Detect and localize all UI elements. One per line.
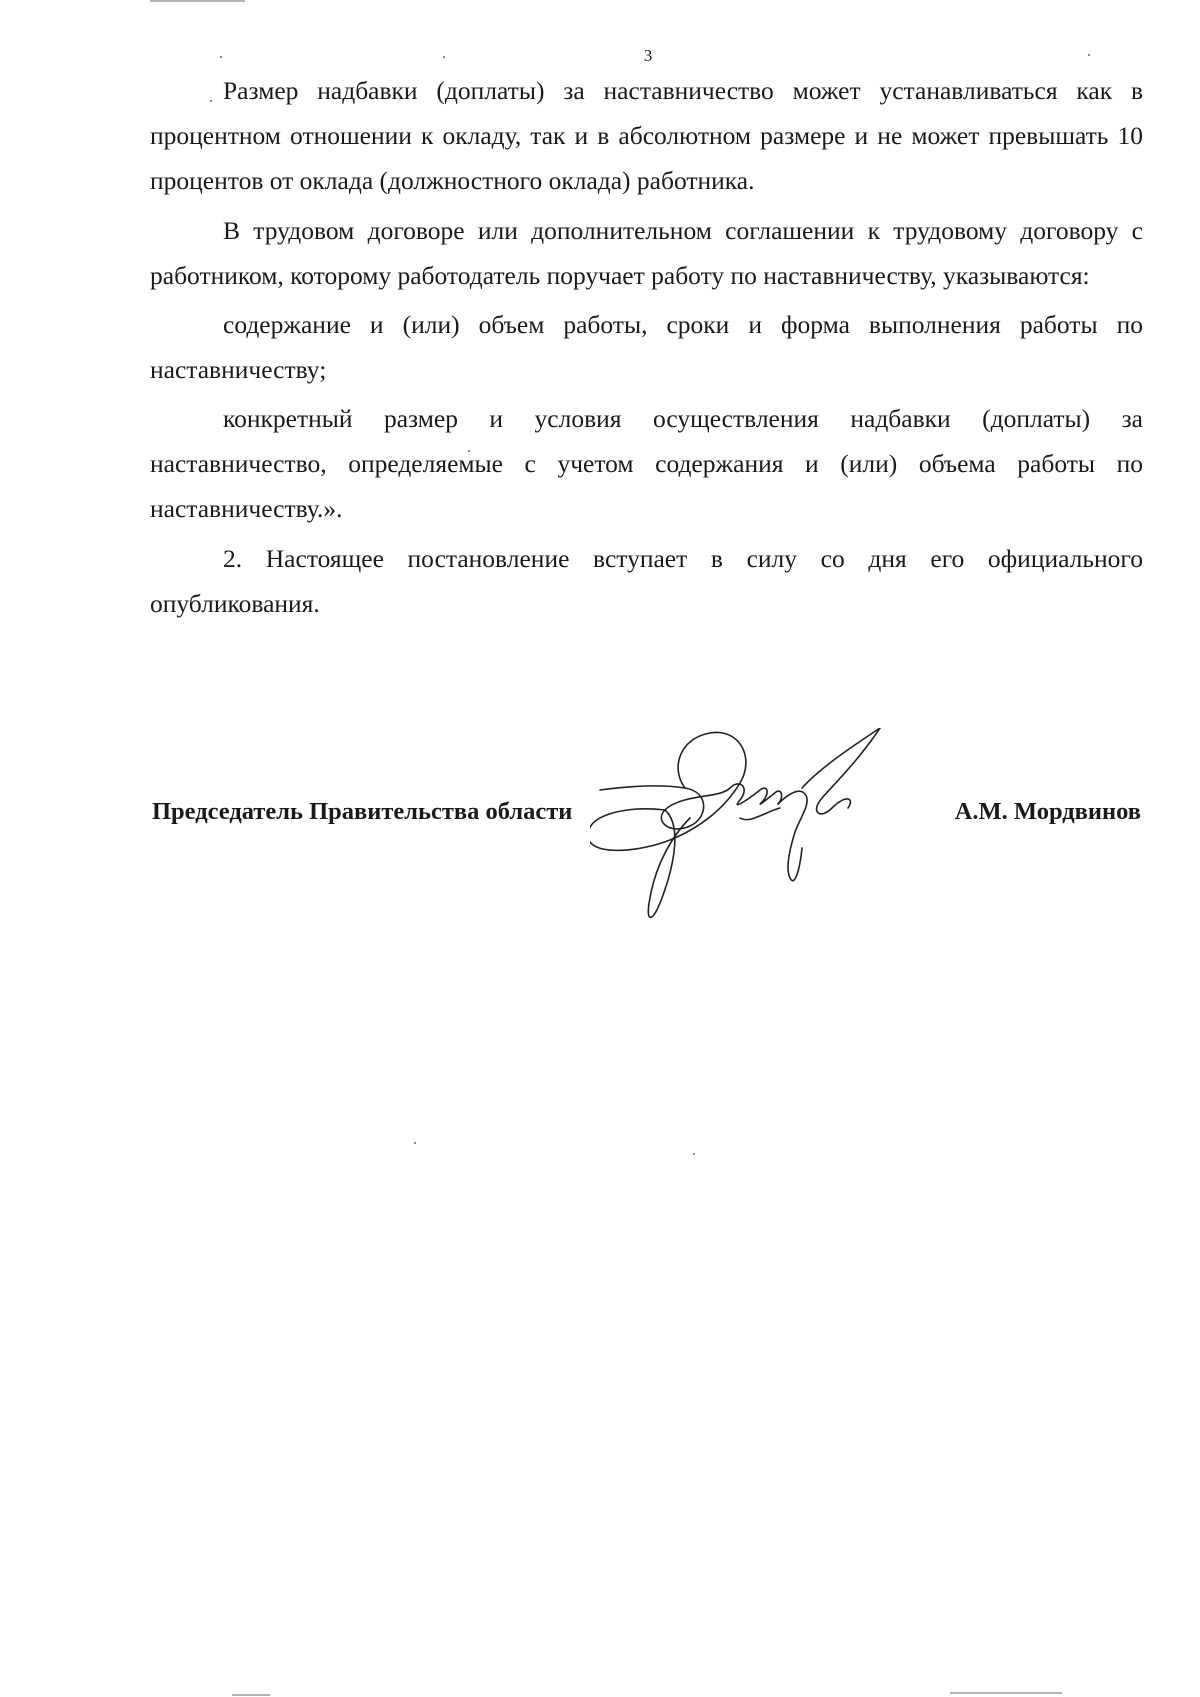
scan-artifact: [693, 1153, 695, 1155]
paragraph: В трудовом договоре или дополнительном соглашении к трудовому договору с работником, которому работодатель поручает работу по наставничеству, указываются:: [150, 216, 1143, 290]
signatory-title: Председатель Правительства области: [152, 798, 573, 825]
scan-artifact: [232, 1694, 270, 1696]
scan-artifact: [950, 1692, 1062, 1694]
paragraph: содержание и (или) объем работы, сроки и форма выполнения работы по наставничеству;: [150, 310, 1143, 384]
paragraph: 2. Настоящее постановление вступает в силу со дня его официального опубликования.: [150, 544, 1143, 618]
handwritten-signature: [590, 728, 950, 933]
scan-artifact: [150, 0, 245, 2]
paragraph: Размер надбавки (доплаты) за наставничество может устанавливаться как в процентном отношении к окладу, так и в абсолютном размере и не может превышать 10 процентов от оклада (должностного оклада) работника.: [150, 76, 1143, 195]
paragraph: конкретный размер и условия осуществления надбавки (доплаты) за наставничество, определяемые с учетом содержания и (или) объема работы по наставничеству.».: [150, 404, 1143, 523]
page-number: 3: [643, 46, 653, 65]
document-body: [150, 68, 1143, 626]
signatory-name: А.М. Мордвинов: [954, 798, 1141, 825]
scan-artifact: [414, 1142, 416, 1144]
